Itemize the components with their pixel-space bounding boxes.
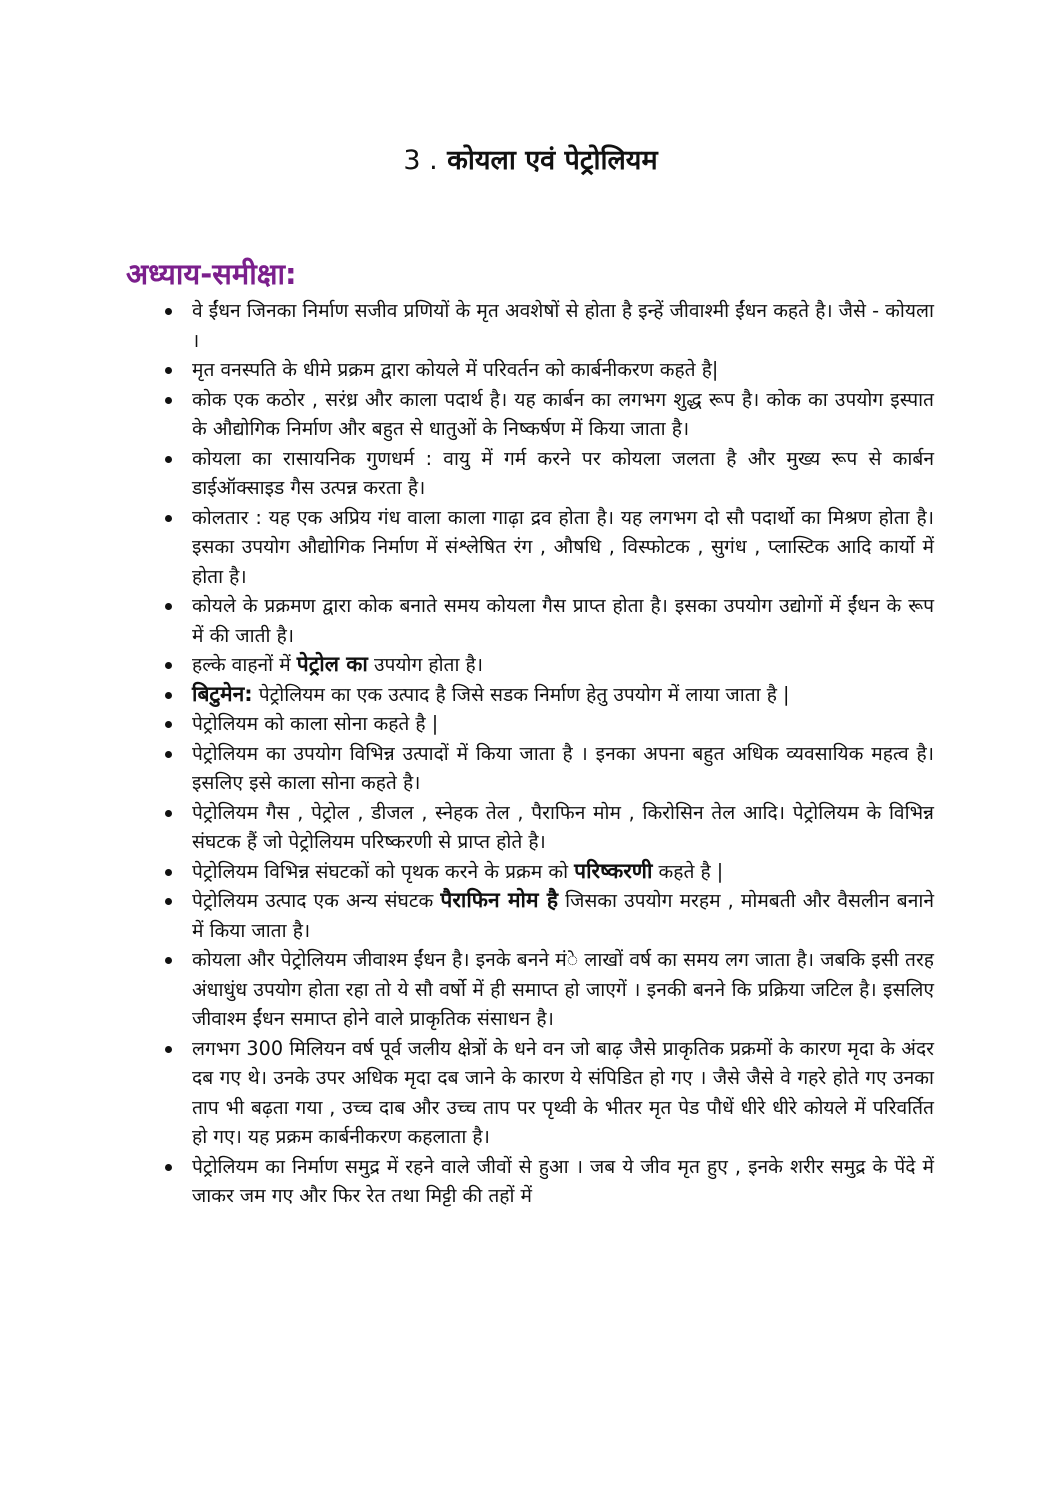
list-item: पेट्रोलियम को काला सोना कहते है |	[192, 709, 934, 739]
summary-points-list	[150, 296, 934, 1211]
emphasis-text: बिटुमेन:	[192, 681, 253, 706]
list-item	[192, 650, 934, 680]
list-item: कोयले के प्रक्रमण द्वारा कोक बनाते समय कोयला गैस प्राप्त होता है। इसका उपयोग उद्योगों में ईंधन के रूप में की जाती है।	[192, 591, 934, 650]
list-item-text: कहते है |	[652, 859, 724, 883]
list-item: कोयला का रासायनिक गुणधर्म : वायु में गर्म करने पर कोयला जलता है और मुख्य रूप से कार्बन डाईऑक्साइड गैस उत्पन्न करता है।	[192, 444, 934, 503]
section-heading: अध्याय-समीक्षा:	[126, 257, 297, 291]
emphasis-text: पैराफिन मोम है	[440, 888, 559, 912]
chapter-number: 3 .	[403, 145, 438, 176]
chapter-name: कोयला एवं पेट्रोलियम	[447, 145, 658, 176]
list-item: मृत वनस्पति के धीमे प्रक्रम द्वारा कोयले में परिवर्तन को कार्बनीकरण कहते है|	[192, 355, 934, 385]
list-item-text: पेट्रोलियम उत्पाद एक अन्य संघटक	[192, 889, 441, 912]
list-item	[192, 886, 934, 945]
list-item: कोलतार : यह एक अप्रिय गंध वाला काला गाढ़ा द्रव होता है। यह लगभग दो सौ पदार्थो का मिश्रण होता है। इसका उपयोग औद्योगिक निर्माण में संश्लेषित रंग , औषधि , विस्फोटक , सुगंध , प्लास्टिक आदि कार्यो में होता है।	[192, 503, 934, 592]
list-item: पेट्रोलियम का निर्माण समुद्र में रहने वाले जीवों से हुआ । जब ये जीव मृत हुए , इनके शरीर समुद्र के पेंदे में जाकर जम गए और फिर रेत तथा मिट्टी की तहों में	[192, 1152, 934, 1211]
list-item: लगभग 300 मिलियन वर्ष पूर्व जलीय क्षेत्रों के धने वन जो बाढ़ जैसे प्राकृतिक प्रक्रमों के कारण मृदा के अंदर दब गए थे। उनके उपर अधिक मृदा दब जाने के कारण ये संपिडित हो गए । जैसे जैसे वे गहरे होते गए उनका ताप भी बढ़ता गया , उच्च दाब और उच्च ताप पर पृथ्वी के भीतर मृत पेड पौधें धीरे धीरे कोयले में परिवर्तित हो गए। यह प्रक्रम कार्बनीकरण कहलाता है।	[192, 1034, 934, 1152]
list-item: वे ईंधन जिनका निर्माण सजीव प्रणियों के मृत अवशेषों से होता है इन्हें जीवाश्मी ईंधन कहते है। जैसे - कोयला ।	[192, 296, 934, 355]
list-item: पेट्रोलियम गैस , पेट्रोल , डीजल , स्नेहक तेल , पैराफिन मोम , किरोसिन तेल आदि। पेट्रोलियम के विभिन्न संघटक हैं जो पेट्रोलियम परिष्करणी से प्राप्त होते है।	[192, 798, 934, 857]
list-item: कोयला और पेट्रोलियम जीवाश्म ईंधन है। इनके बनने मंे लाखों वर्ष का समय लग जाता है। जबकि इसी तरह अंधाधुंध उपयोग होता रहा तो ये सौ वर्षो में ही समाप्त हो जाएगें । इनकी बनने कि प्रक्रिया जटिल है। इसलिए जीवाश्म ईंधन समाप्त होने वाले प्राकृतिक संसाधन है।	[192, 945, 934, 1034]
list-item-text: उपयोग होता है।	[367, 653, 484, 676]
list-item: पेट्रोलियम का उपयोग विभिन्न उत्पादों में किया जाता है । इनका अपना बहुत अधिक व्यवसायिक महत्व है। इसलिए इसे काला सोना कहते है।	[192, 739, 934, 798]
list-item	[192, 857, 934, 887]
list-item-text: पेट्रोलियम का एक उत्पाद है जिसे सडक निर्माण हेतु उपयोग में लाया जाता है |	[252, 682, 790, 706]
emphasis-text: परिष्करणी	[574, 858, 653, 883]
list-item	[192, 680, 934, 710]
list-item-text: पेट्रोलियम विभिन्न संघटकों को पृथक करने के प्रक्रम को	[192, 859, 575, 883]
chapter-title	[0, 140, 1061, 177]
list-item-text: जिसका उपयोग मरहम , मोमबती और वैसलीन बनाने में किया जाता है।	[192, 889, 934, 942]
list-item-text: हल्के वाहनों में	[192, 653, 297, 676]
list-item: कोक एक कठोर , सरंध्र और काला पदार्थ है। यह कार्बन का लगभग शुद्ध रूप है। कोक का उपयोग इस्पात के औद्योगिक निर्माण और बहुत से धातुओं के निष्कर्षण में किया जाता है।	[192, 385, 934, 444]
emphasis-text: पेट्रोल का	[296, 652, 368, 676]
